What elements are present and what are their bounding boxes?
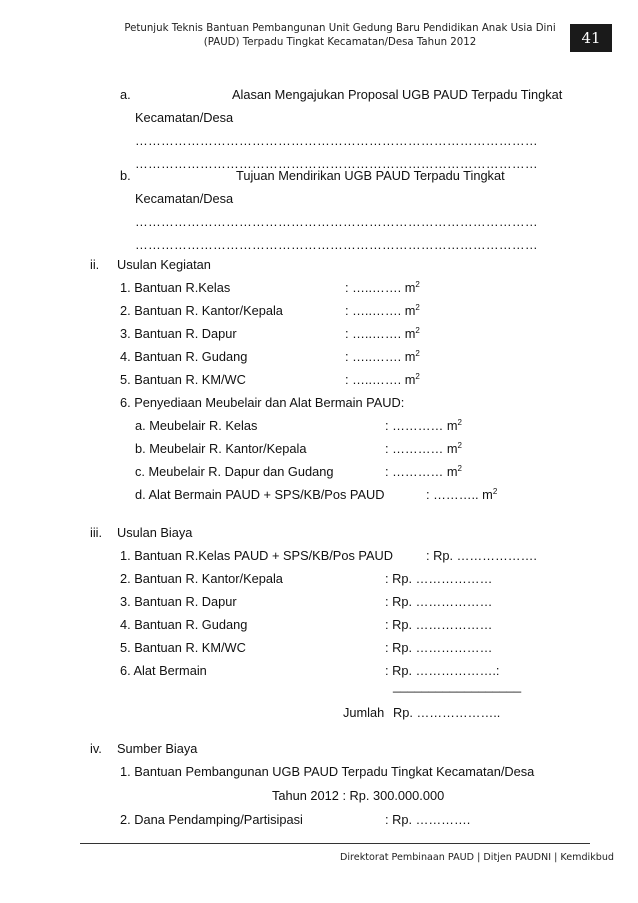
section-ii-title: Usulan Kegiatan [117, 257, 211, 272]
cost-item-label: 1. Bantuan R.Kelas PAUD + SPS/KB/Pos PAUD [120, 548, 394, 563]
section-iii-label: iii. [90, 525, 103, 540]
activity-item-value: : …..……. $m^2$ [345, 349, 420, 364]
activity-item-label: 5. Bantuan R. KM/WC [120, 372, 246, 387]
cost-item-value: : Rp. ……………… [385, 594, 493, 609]
section-iii-title: Usulan Biaya [117, 525, 193, 540]
page-number: 41 [570, 24, 612, 52]
cost-item-label: 2. Bantuan R. Kantor/Kepala [120, 571, 283, 586]
section-ii-label: ii. [90, 257, 100, 272]
total-value: Rp. ……………….. [393, 705, 501, 720]
source-item-2-value: : Rp. …………. [385, 812, 471, 827]
cost-item-value: : Rp. ……………… [385, 617, 493, 632]
section-a-title-cont: Kecamatan/Desa [135, 110, 234, 125]
running-header [120, 22, 560, 50]
header-line-1: Petunjuk Teknis Bantuan Pembangunan Unit Gedung Baru Pendidikan Anak Usia Dini [124, 23, 556, 34]
activity-item-label: 2. Bantuan R. Kantor/Kepala [120, 303, 283, 318]
furniture-item-label: b. Meubelair R. Kantor/Kepala [135, 441, 307, 456]
activity-item-label: 3. Bantuan R. Dapur [120, 326, 237, 341]
furniture-item-value: : ………… $m^2$ [385, 464, 462, 479]
furniture-item-value: : ………… $m^2$ [385, 441, 462, 456]
section-b-title: Tujuan Mendirikan UGB PAUD Terpadu Tingkat [236, 168, 505, 183]
section-b-label: b. [120, 168, 131, 183]
cost-item-value: : Rp. ……………….: [385, 663, 500, 678]
section-a-dots-1: ………………………………………………………………………………… [135, 133, 538, 148]
section-a-label: a. [120, 87, 131, 102]
cost-item-label: 6. Alat Bermain [120, 663, 207, 678]
section-a-title: Alasan Mengajukan Proposal UGB PAUD Terpadu Tingkat [232, 87, 563, 102]
activity-item-label: 1. Bantuan R.Kelas [120, 280, 231, 295]
section-iv-label: iv. [90, 741, 102, 756]
section-iv-title: Sumber Biaya [117, 741, 198, 756]
footer-rule [80, 843, 590, 844]
furniture-item-label: c. Meubelair R. Dapur dan Gudang [135, 464, 334, 479]
source-item-1-cont: Tahun 2012 : Rp. 300.000.000 [272, 788, 445, 803]
header-line-2: (PAUD) Terpadu Tingkat Kecamatan/Desa Tahun 2012 [203, 37, 477, 48]
cost-item-label: 3. Bantuan R. Dapur [120, 594, 237, 609]
furniture-item-value: : ……….. $m^2$ [426, 487, 498, 502]
activity-item-value: : …..……. $m^2$ [345, 326, 420, 341]
section-b-title-cont: Kecamatan/Desa [135, 191, 234, 206]
cost-item-value: : Rp. ……………… [385, 640, 493, 655]
sum-underline: __________________ [393, 678, 522, 693]
section-a-dots-2: ………………………………………………………………………………… [135, 156, 538, 171]
total-label: Jumlah [343, 705, 385, 720]
furniture-item-label: a. Meubelair R. Kelas [135, 418, 258, 433]
cost-item-value: : Rp. ……………… [385, 571, 493, 586]
cost-item-value: : Rp. ………………. [426, 548, 537, 563]
activity-item-value: : …..……. $m^2$ [345, 303, 420, 318]
furniture-item-value: : ………… $m^2$ [385, 418, 462, 433]
source-item-2-label: 2. Dana Pendamping/Partisipasi [120, 812, 303, 827]
activity-item-value: : …..……. $m^2$ [345, 372, 420, 387]
cost-item-label: 4. Bantuan R. Gudang [120, 617, 248, 632]
furniture-item-label: d. Alat Bermain PAUD + SPS/KB/Pos PAUD [135, 487, 385, 502]
source-item-1: 1. Bantuan Pembangunan UGB PAUD Terpadu Tingkat Kecamatan/Desa [120, 764, 535, 779]
activity-item-value: : …..……. $m^2$ [345, 280, 420, 295]
activity-item-6: 6. Penyediaan Meubelair dan Alat Bermain PAUD: [120, 395, 405, 410]
footer-text: Direktorat Pembinaan PAUD | Ditjen PAUDNI | Kemdikbud [340, 852, 615, 863]
cost-item-label: 5. Bantuan R. KM/WC [120, 640, 246, 655]
activity-item-label: 4. Bantuan R. Gudang [120, 349, 248, 364]
section-b-dots-2: ………………………………………………………………………………… [135, 237, 538, 252]
section-b-dots-1: ………………………………………………………………………………… [135, 214, 538, 229]
